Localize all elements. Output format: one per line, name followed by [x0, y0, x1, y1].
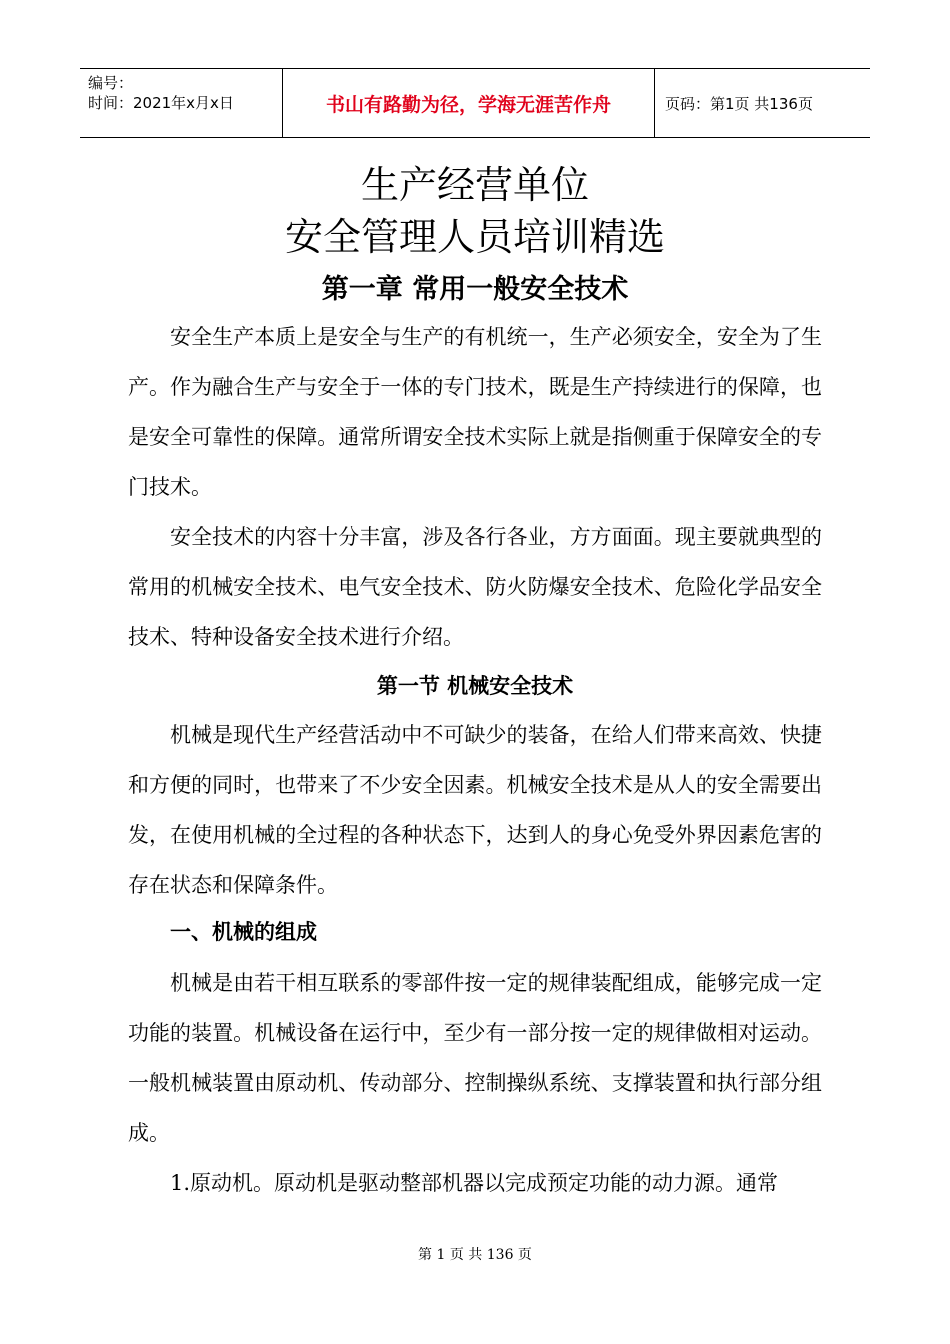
time-label: 时间：2021年x月x日 — [88, 94, 234, 112]
header-motto: 书山有路勤为径，学海无涯苦作舟 — [283, 69, 655, 137]
number-label: 编号： — [88, 74, 134, 92]
chapter-title: 第一章 常用一般安全技术 — [321, 274, 629, 305]
paragraph-3: 机械是现代生产经营活动中不可缺少的装备，在给人们带来高效、快捷和方便的同时，也带来了不少安全因素。机械安全技术是从人的安全需要出发，在使用机械的全过程的各种状态下，达到人的身心免受外界因素危害的存在状态和保障条件。 — [128, 723, 822, 897]
subheading: 一、机械的组成 — [170, 919, 317, 944]
header-meta — [80, 69, 283, 137]
paragraph-2: 安全技术的内容十分丰富，涉及各行各业，方方面面。现主要就典型的常用的机械安全技术、电气安全技术、防火防爆安全技术、危险化学品安全技术、特种设备安全技术进行介绍。 — [128, 525, 822, 649]
document-title-line1: 生产经营单位 — [360, 163, 589, 207]
paragraph-4: 机械是由若干相互联系的零部件按一定的规律装配组成，能够完成一定功能的装置。机械设备在运行中，至少有一部分按一定的规律做相对运动。一般机械装置由原动机、传动部分、控制操纵系统、支撑装置和执行部分组成。 — [128, 971, 822, 1145]
paragraph-5: 1.原动机。原动机是驱动整部机器以完成预定功能的动力源。通常 — [170, 1171, 779, 1195]
header-page-info: 页码：第1页 共136页 — [665, 94, 813, 113]
page-footer: 第 1 页 共 136 页 — [418, 1247, 532, 1263]
paragraph-1: 安全生产本质上是安全与生产的有机统一，生产必须安全，安全为了生产。作为融合生产与安全于一体的专门技术，既是生产持续进行的保障，也是安全可靠性的保障。通常所谓安全技术实际上就是指侧重于保障安全的专门技术。 — [128, 325, 822, 499]
section-title: 第一节 机械安全技术 — [376, 673, 574, 698]
document-title-line2: 安全管理人员培训精选 — [284, 215, 665, 259]
page-header — [80, 68, 870, 138]
